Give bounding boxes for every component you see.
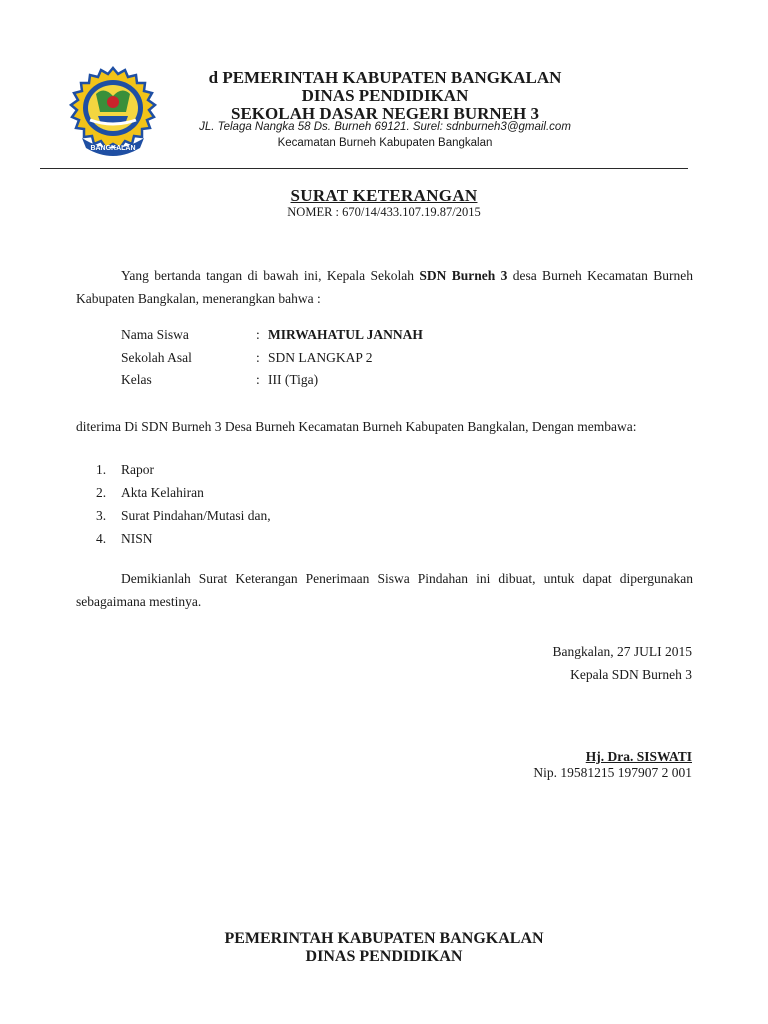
field-label-origin-school: Sekolah Asal: [121, 350, 192, 365]
header-address: JL. Telaga Nangka 58 Ds. Burneh 69121. Surel: sdnburneh3@gmail.com: [199, 121, 571, 133]
closing-paragraph: Demikianlah Surat Keterangan Penerimaan Siswa Pindahan ini dibuat, untuk dapat dipergunakan sebagaimana mestinya.: [76, 571, 693, 609]
header-line-department: DINAS PENDIDIKAN: [301, 86, 469, 105]
header-divider: [40, 168, 688, 169]
signer-name: Hj. Dra. SISWATI: [585, 749, 692, 764]
signer-position: Kepala SDN Burneh 3: [570, 667, 692, 682]
list-item-number: 1.: [96, 462, 107, 477]
header-line-government: d PEMERINTAH KABUPATEN BANGKALAN: [208, 68, 562, 87]
letter-title: SURAT KETERANGAN: [290, 186, 478, 205]
signer-nip: Nip. 19581215 197907 2 001: [533, 765, 692, 780]
footer-line-department: DINAS PENDIDIKAN: [305, 948, 463, 965]
field-label-class: Kelas: [121, 372, 152, 387]
header-line-school: SEKOLAH DASAR NEGERI BURNEH 3: [231, 104, 539, 123]
field-value-origin-school: SDN LANGKAP 2: [268, 350, 373, 365]
intro-text-end: desa Burneh Kecamatan Burneh Kabupaten Bangkalan, menerangkan bahwa :: [76, 268, 693, 306]
footer-line-government: PEMERINTAH KABUPATEN BANGKALAN: [224, 930, 544, 947]
bangkalan-emblem-logo: [68, 66, 158, 158]
place-date: Bangkalan, 27 JULI 2015: [552, 644, 692, 659]
field-label-student-name: Nama Siswa: [121, 327, 189, 342]
list-item-number: 2.: [96, 485, 107, 500]
field-colon: :: [256, 372, 260, 387]
intro-paragraph: [76, 264, 693, 310]
list-item-number: 4.: [96, 531, 107, 546]
list-item-text: Akta Kelahiran: [121, 485, 204, 500]
field-colon: :: [256, 327, 260, 342]
list-item-text: Rapor: [121, 462, 154, 477]
field-value-class: III (Tiga): [268, 372, 319, 387]
logo-ribbon-text: BANGKALAN: [90, 145, 136, 152]
accepted-paragraph: diterima Di SDN Burneh 3 Desa Burneh Kecamatan Burneh Kabupaten Bangkalan, Dengan membawa:: [76, 419, 637, 434]
header-district: Kecamatan Burneh Kabupaten Bangkalan: [277, 137, 493, 149]
field-value-student-name: MIRWAHATUL JANNAH: [268, 327, 423, 342]
list-item-text: Surat Pindahan/Mutasi dan,: [121, 508, 271, 523]
list-item-number: 3.: [96, 508, 107, 523]
intro-school-name: SDN Burneh 3: [419, 268, 508, 283]
field-colon: :: [256, 350, 260, 365]
letter-number: NOMER : 670/14/433.107.19.87/2015: [287, 205, 481, 219]
list-item-text: NISN: [121, 531, 153, 546]
intro-text-start: Yang bertanda tangan di bawah ini, Kepala Sekolah: [121, 268, 420, 283]
